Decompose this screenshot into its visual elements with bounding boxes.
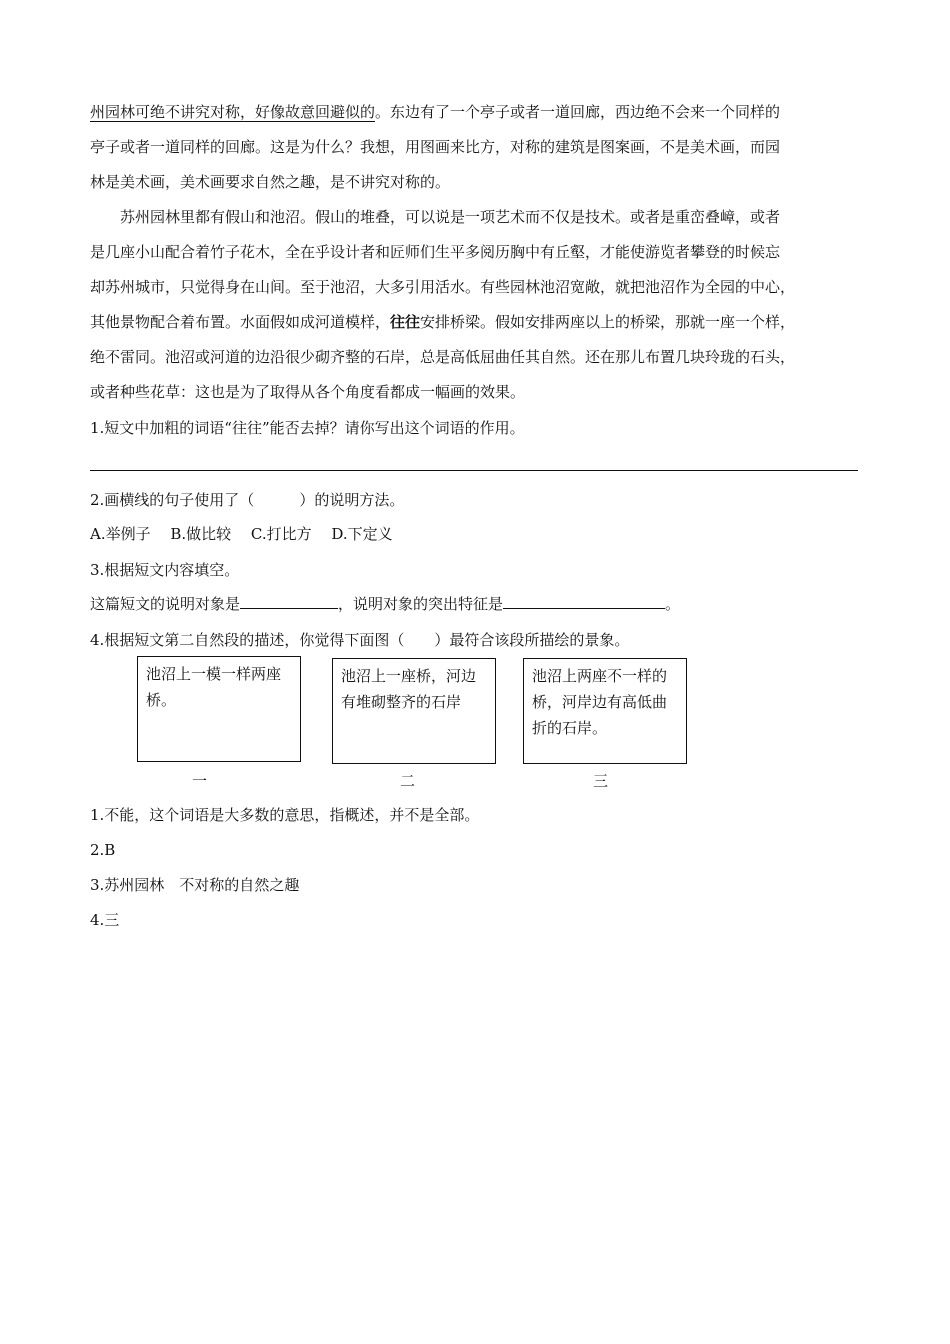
picture-box-1: 池沼上一模一样两座桥。 <box>137 656 301 762</box>
passage-p2-line1: 苏州园林里都有假山和池沼。假山的堆叠，可以说是一项艺术而不仅是技术。或者是重峦叠嶂，或者 <box>120 208 781 226</box>
passage-p2-line2: 是几座小山配合着竹子花木，全在乎设计者和匠师们生平多阅历胸中有丘壑，才能使游览者攀登的时候忘 <box>90 243 781 261</box>
passage-p2-line3: 却苏州城市，只觉得身在山间。至于池沼，大多引用活水。有些园林池沼宽敞，就把池沼作为全园的中心， <box>90 278 796 296</box>
passage-p1-line3: 林是美术画，美术画要求自然之趣，是不讲究对称的。 <box>90 173 451 191</box>
answer-2: 2.B <box>90 841 116 859</box>
question-3-fill: 这篇短文的说明对象是 ，说明对象的突出特征是 。 <box>90 595 681 613</box>
picture-box-2: 池沼上一座桥，河边有堆砌整齐的石岸 <box>332 658 496 764</box>
fill-blank-feature <box>503 594 665 609</box>
picture-box-3: 池沼上两座不一样的桥，河岸边有高低曲折的石岸。 <box>523 658 687 764</box>
question-1: 1.短文中加粗的词语“往往”能否去掉？请你写出这个词语的作用。 <box>90 419 525 437</box>
answer-1: 1.不能，这个词语是大多数的意思，指概述，并不是全部。 <box>90 806 480 824</box>
picture-caption-3: 三 <box>593 772 609 790</box>
fill-blank-object <box>240 594 338 609</box>
question-4: 4.根据短文第二自然段的描述，你觉得下面图（ ）最符合该段所描绘的景象。 <box>90 631 630 649</box>
underlined-sentence: 州园林可绝不讲究对称，好像故意回避似的 <box>90 103 376 121</box>
question-2: 2.画横线的句子使用了（ ）的说明方法。 <box>90 491 405 509</box>
bold-word: 往往 <box>390 313 421 331</box>
passage-p2-line5: 绝不雷同。池沼或河道的边沿很少砌齐整的石岸，总是高低屈曲任其自然。还在那儿布置几块玲珑的石头， <box>90 348 796 366</box>
answer-4: 4.三 <box>90 911 120 929</box>
question-2-options: A.举例子 B.做比较 C.打比方 D.下定义 <box>90 525 393 543</box>
picture-caption-2: 二 <box>400 772 416 790</box>
passage-p1-line2: 亭子或者一道同样的回廊。这是为什么？我想，用图画来比方，对称的建筑是图案画，不是美术画，而园 <box>90 138 781 156</box>
passage-p1-line1: 州园林可绝不讲究对称，好像故意回避似的。东边有了一个亭子或者一道回廊，西边绝不会来一个同样的 <box>90 103 781 121</box>
answer-line <box>90 470 858 471</box>
question-3: 3.根据短文内容填空。 <box>90 561 240 579</box>
passage-p2-line6: 或者种些花草：这也是为了取得从各个角度看都成一幅画的效果。 <box>90 383 526 401</box>
picture-caption-1: 一 <box>192 772 208 790</box>
passage-p2-line4: 其他景物配合着布置。水面假如成河道模样，往往安排桥梁。假如安排两座以上的桥梁，那就一座一个样， <box>90 313 796 331</box>
answer-3: 3.苏州园林 不对称的自然之趣 <box>90 876 300 894</box>
